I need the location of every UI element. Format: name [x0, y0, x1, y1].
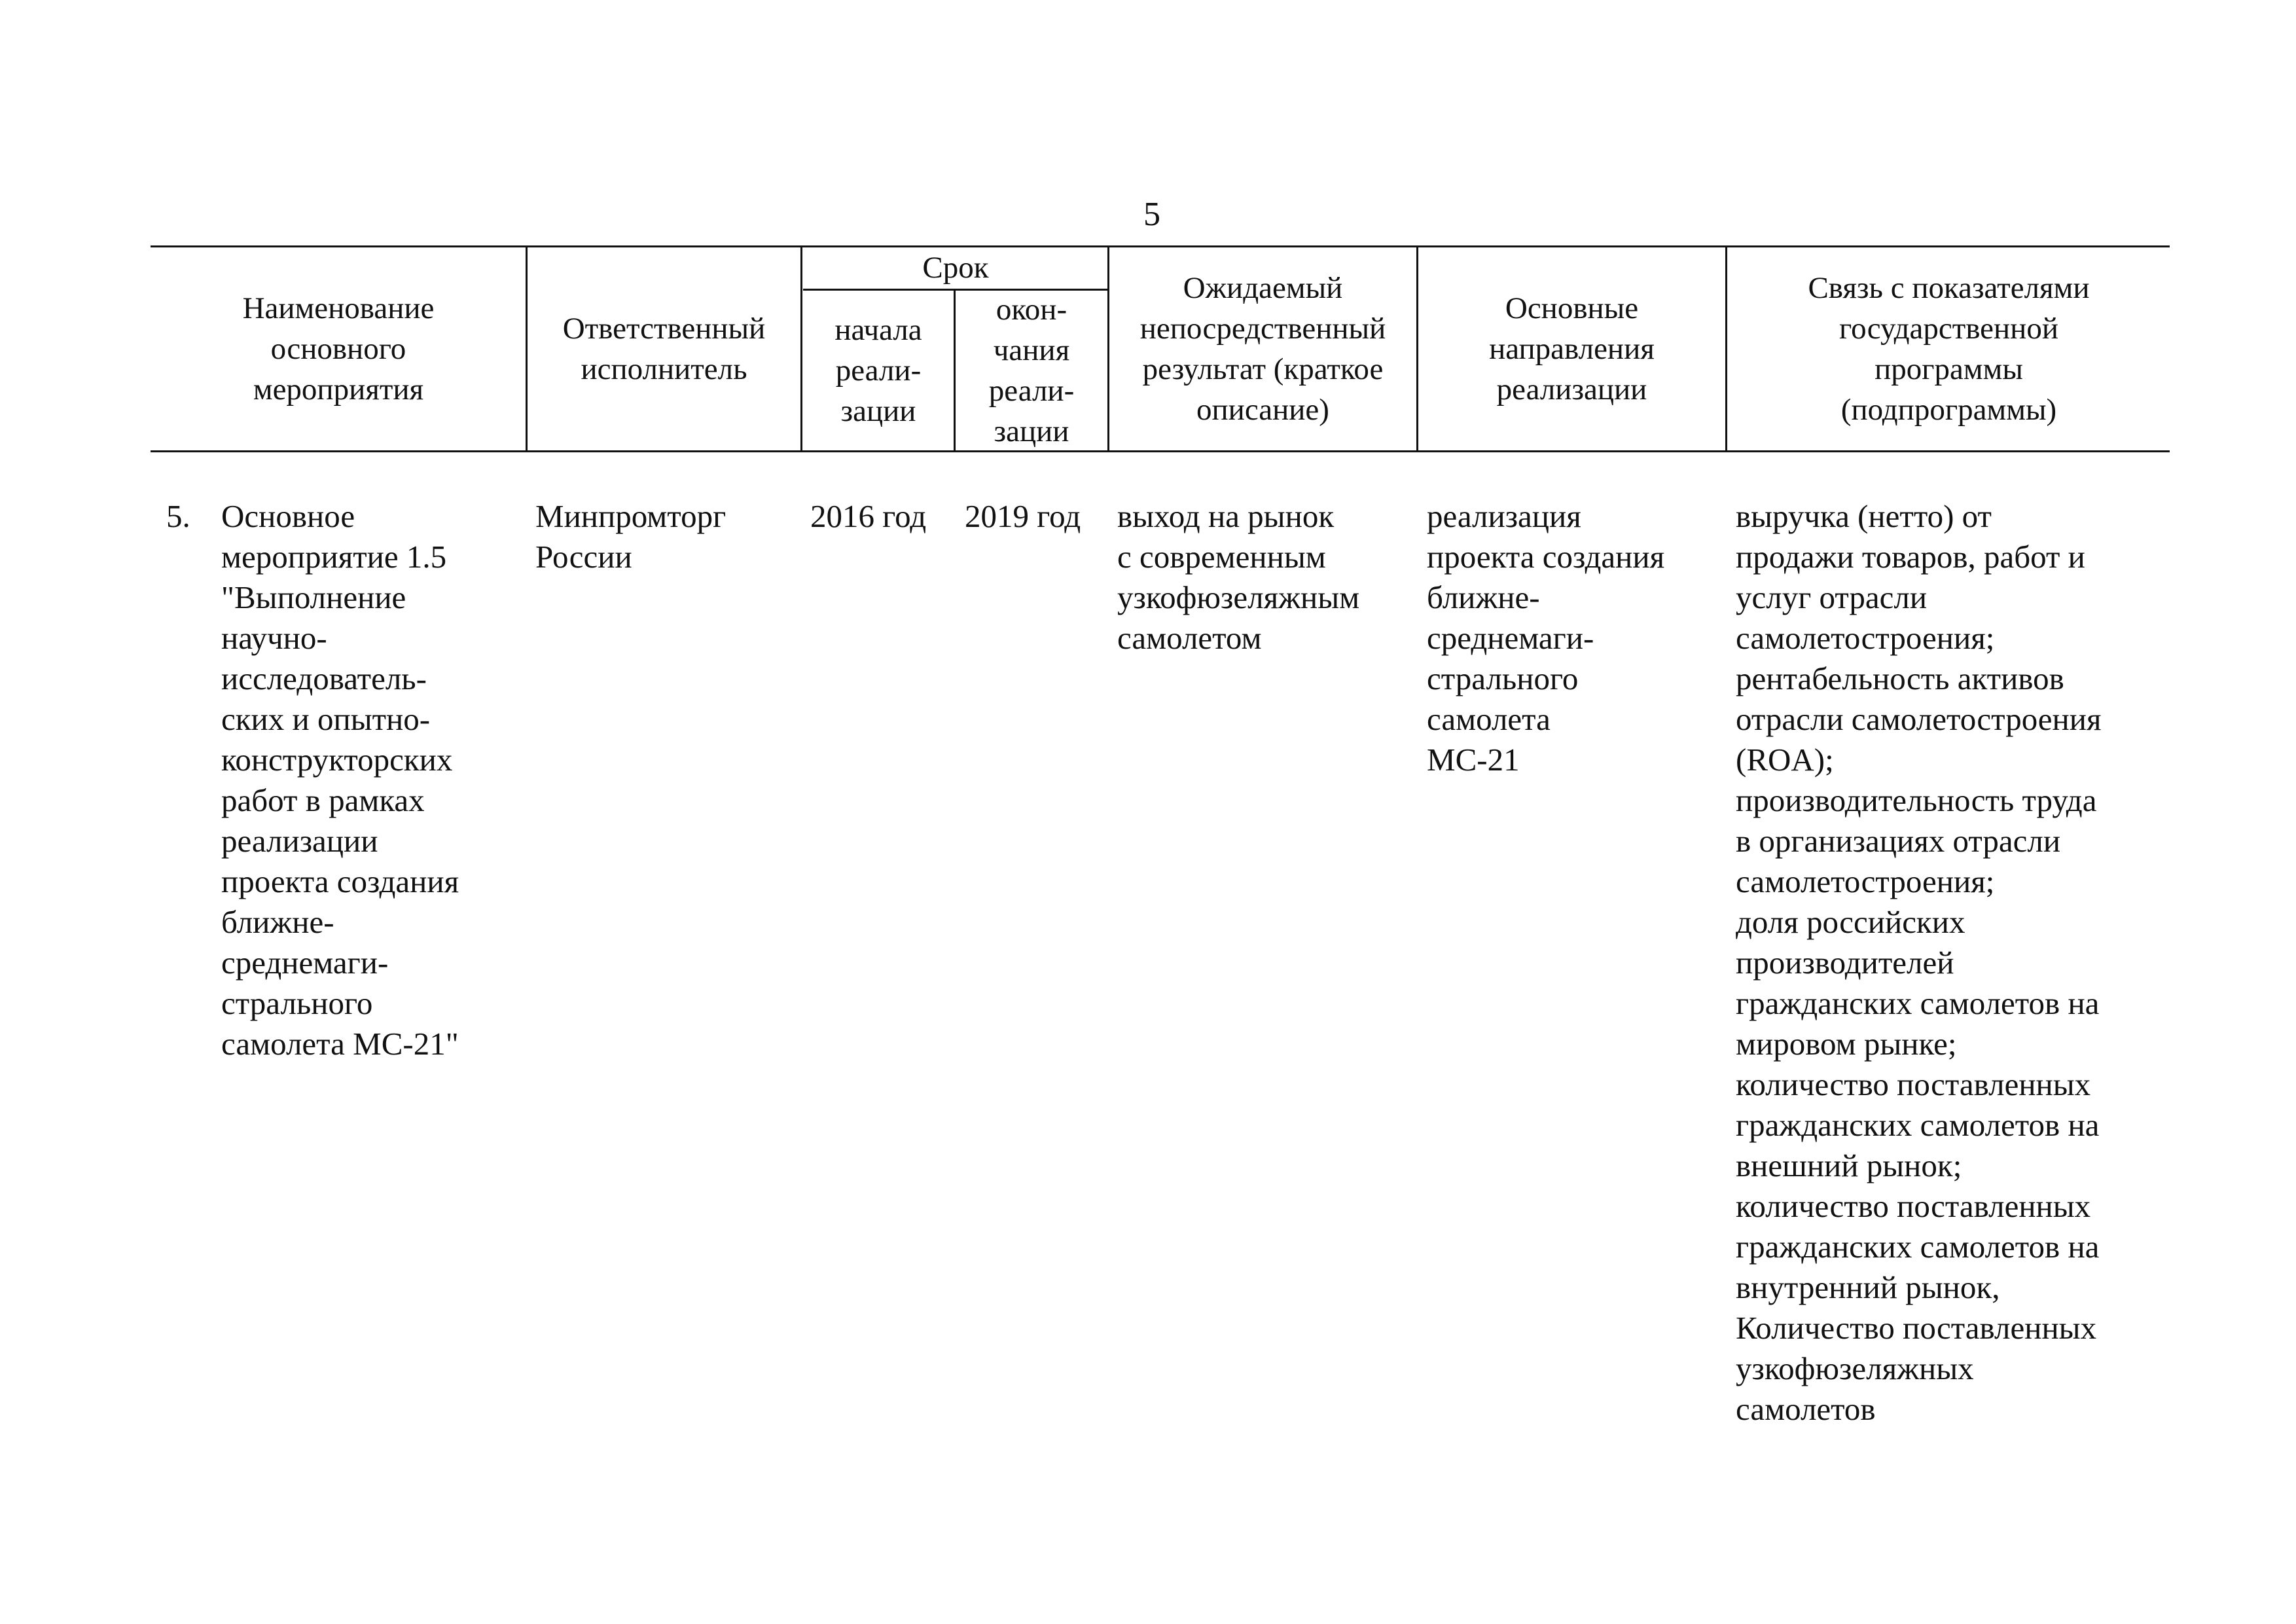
table-top-rule: [151, 245, 2170, 247]
row-link: выручка (нетто) от продажи товаров, работ и услуг отрасли самолетостроения; рентабельность активов отрасли самолетостроения (ROA); производительность труда в организациях отрасли самолетостроения; доля российских производителей гражданских самолетов на мировом рынке; количество поставленных гражданских самолетов на внешний рынок; количество поставленных гражданских самолетов на внутренний рынок, Количество поставленных узкофюзеляжных самолетов: [1736, 498, 2102, 1427]
row-start: 2016 год: [810, 498, 927, 534]
header-divider: [526, 245, 528, 452]
header-end: окон- чания реали- зации: [988, 293, 1075, 448]
row-responsible: Минпромторг России: [535, 498, 726, 575]
header-divider: [1725, 245, 1727, 452]
row-name: Основное мероприятие 1.5 "Выполнение научно- исследователь- ских и опытно- конструкторских работ в рамках реализации проекта создания ближне- среднемаги- стрального самолета МС-21": [221, 498, 459, 1062]
header-divider: [1416, 245, 1418, 452]
header-bottom-rule: [151, 450, 2170, 452]
header-responsible: Ответственный исполнитель: [562, 312, 766, 386]
header-divider: [800, 245, 802, 452]
header-divider: [954, 289, 956, 452]
header-directions: Основные направления реализации: [1489, 291, 1655, 406]
row-expected-result: выход на рынок с современным узкофюзеляжным самолетом: [1117, 498, 1360, 656]
row-directions: реализация проекта создания ближне- среднемаги- стрального самолета МС-21: [1427, 498, 1665, 778]
row-end: 2019 год: [965, 498, 1081, 534]
header-expected-result: Ожидаемый непосредственный результат (краткое описание): [1139, 271, 1386, 427]
row-number: 5.: [166, 498, 190, 534]
header-term: Срок: [922, 251, 989, 285]
header-name: Наименование основного мероприятия: [242, 291, 435, 406]
header-link: Связь с показателями государственной программы (подпрограммы): [1808, 271, 2090, 427]
page-number: 5: [1143, 196, 1160, 233]
header-start: начала реали- зации: [834, 313, 922, 428]
